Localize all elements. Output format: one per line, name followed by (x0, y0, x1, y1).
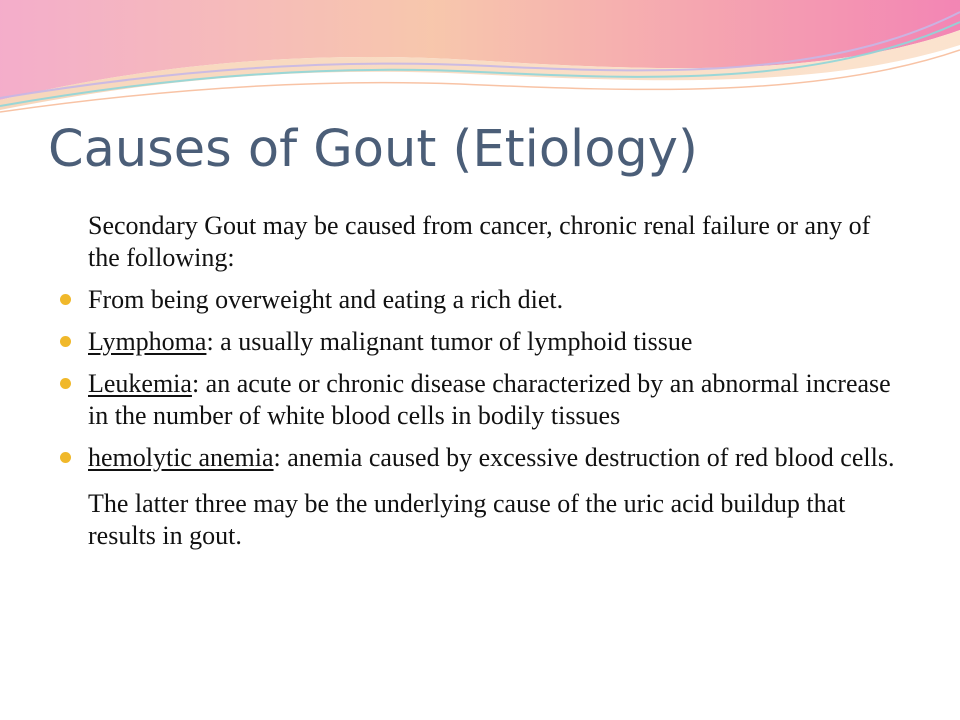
bullet-item-hemolytic-anemia (88, 442, 908, 474)
bullet-text: : an acute or chronic disease characterized by an abnormal increase in the number of white blood cells in bodily tissues (88, 369, 891, 430)
bullet-term: Leukemia (88, 369, 192, 398)
intro-paragraph: Secondary Gout may be caused from cancer, chronic renal failure or any of the following: (88, 211, 871, 272)
bullet-icon (60, 452, 71, 463)
bullet-term: Lymphoma (88, 327, 207, 356)
slide-body (88, 210, 908, 562)
conclusion-paragraph: The latter three may be the underlying cause of the uric acid buildup that results in gout. (88, 489, 846, 550)
bullet-text: : a usually malignant tumor of lymphoid tissue (206, 327, 693, 356)
bullet-item-overweight (88, 284, 908, 316)
bullet-icon (60, 294, 71, 305)
slide-title: Causes of Gout (Etiology) (48, 120, 698, 179)
bullet-item-leukemia (88, 368, 908, 432)
top-wave-decoration (0, 0, 960, 120)
bullet-term: hemolytic anemia (88, 443, 274, 472)
bullet-text: : anemia caused by excessive destruction of red blood cells. (273, 443, 895, 472)
bullet-icon (60, 378, 71, 389)
bullet-icon (60, 336, 71, 347)
bullet-text: From being overweight and eating a rich diet. (88, 285, 564, 314)
bullet-item-lymphoma (88, 326, 908, 358)
